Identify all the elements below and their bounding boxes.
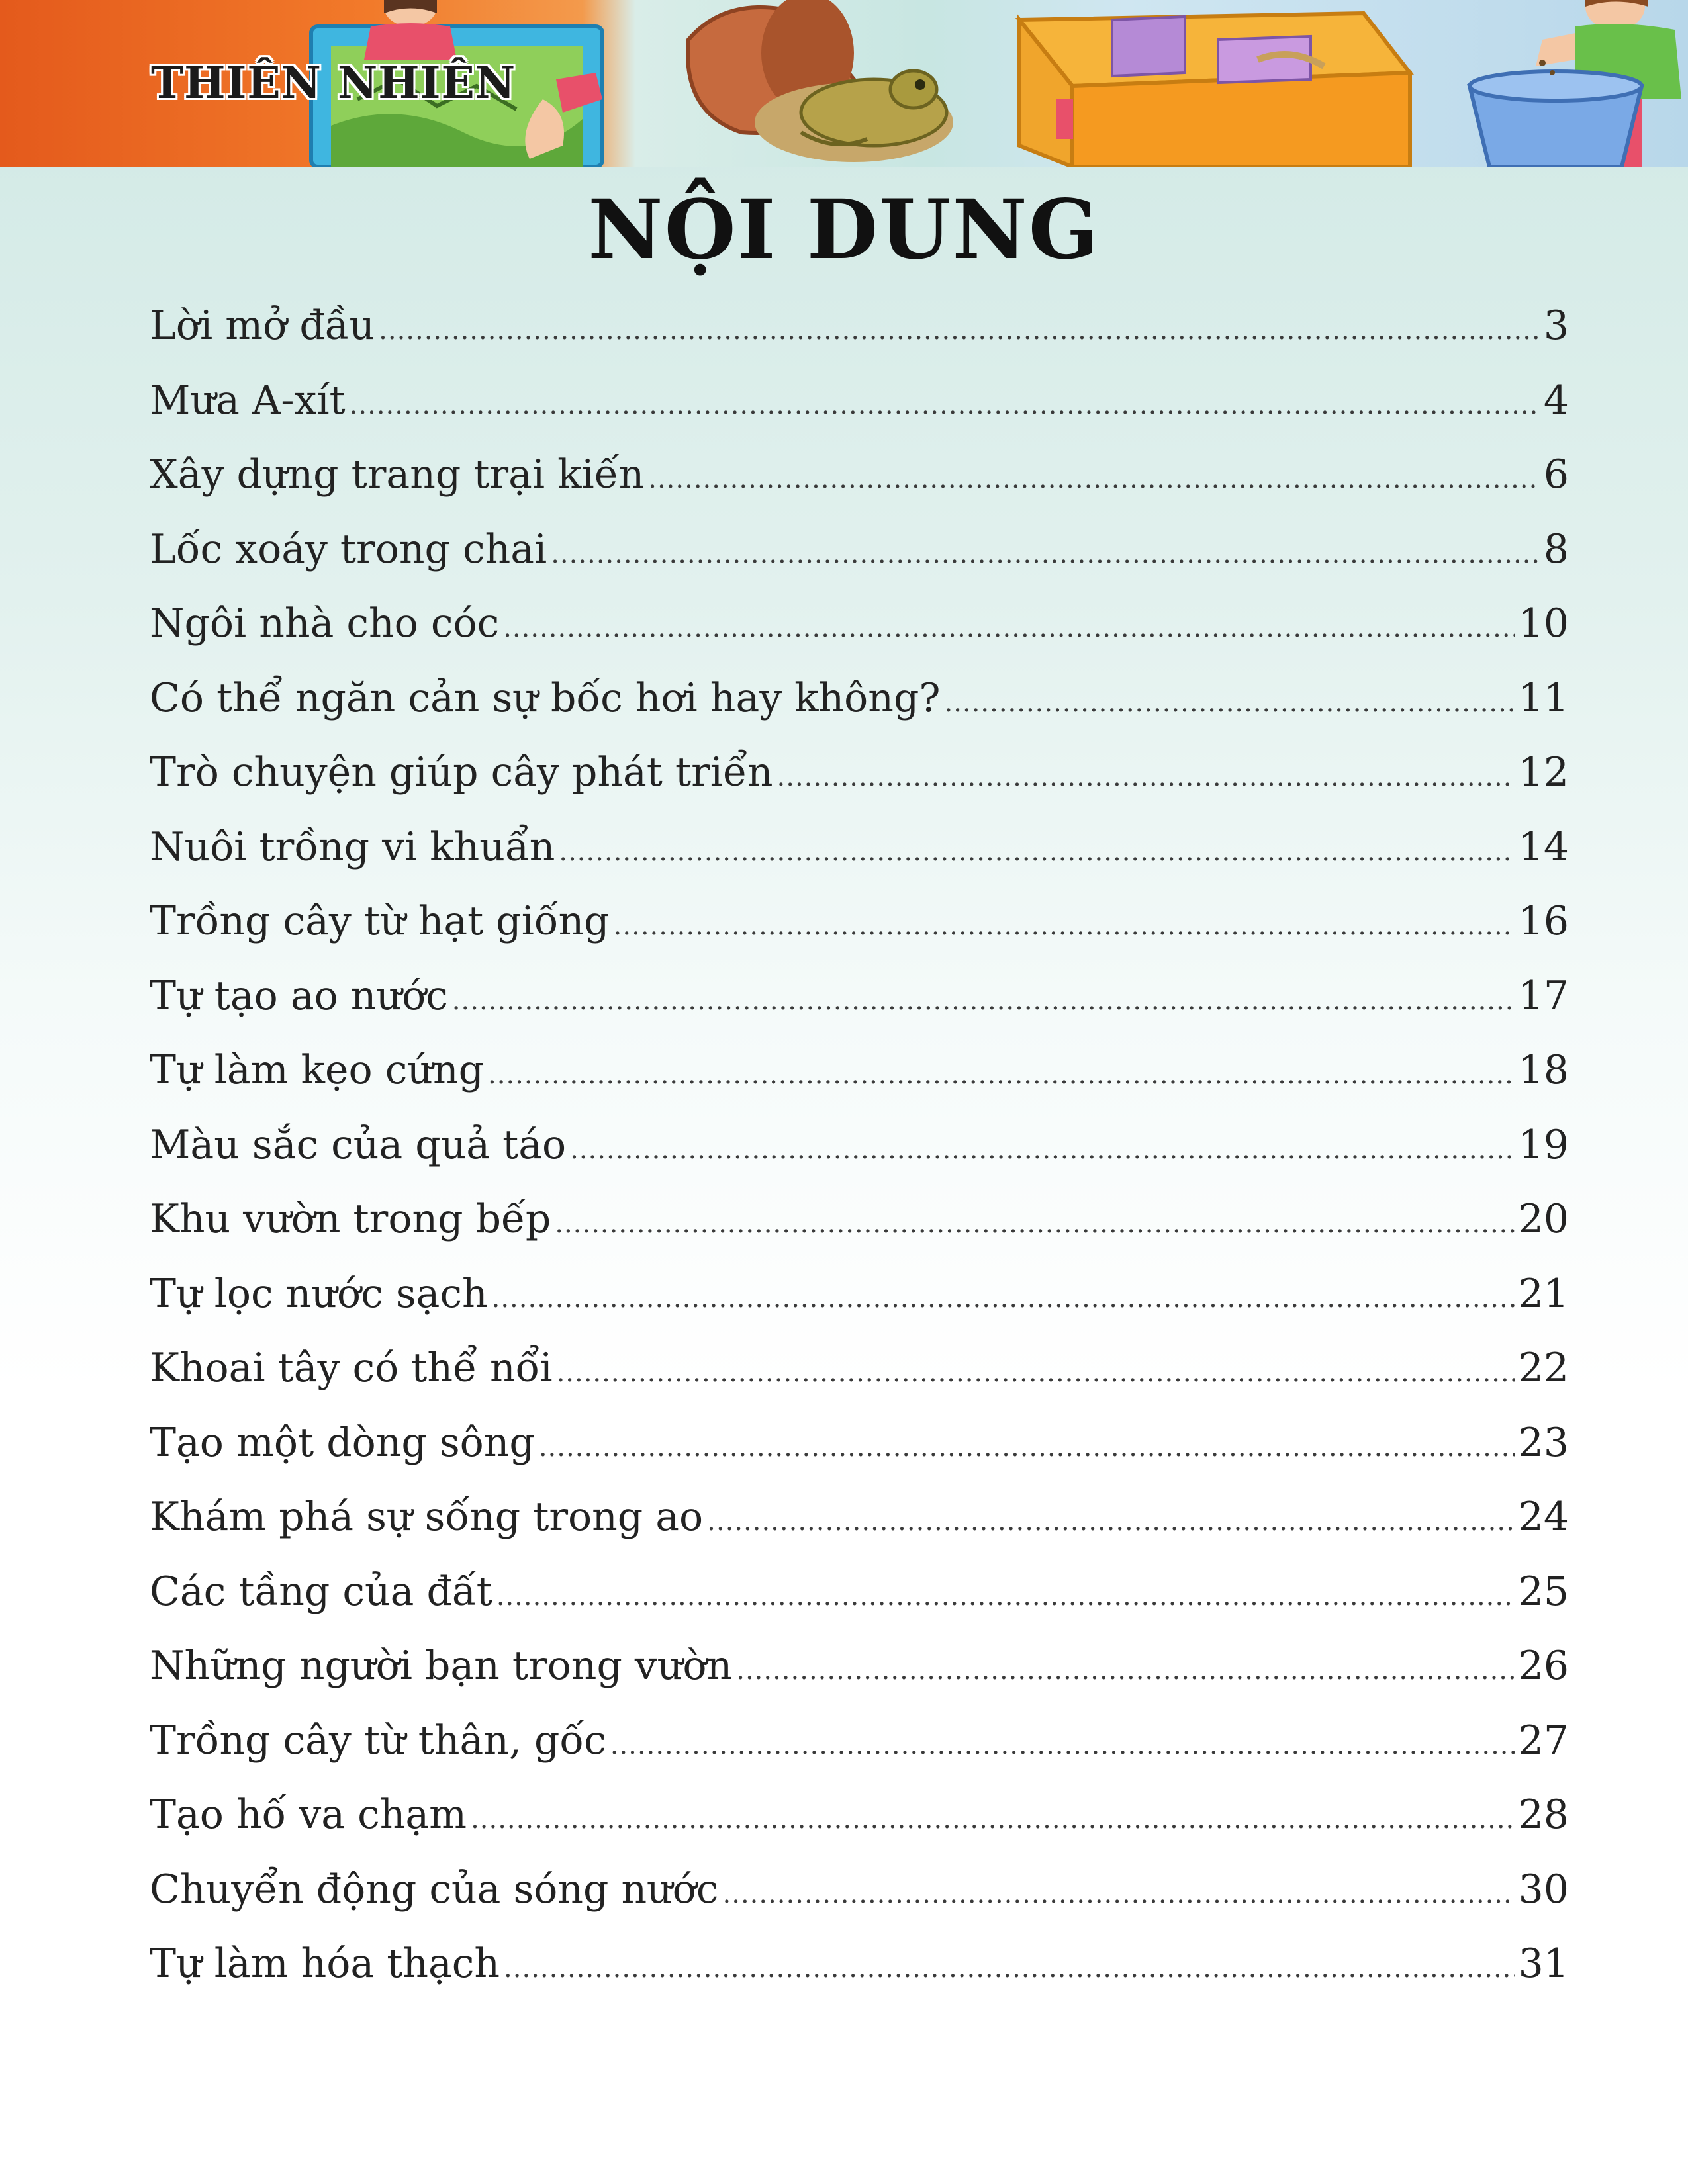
toc-entry-title: Trồng cây từ thân, gốc: [150, 1717, 606, 1764]
toc-entry-title: Khu vườn trong bếp: [150, 1196, 551, 1242]
dot-leader: [614, 889, 1515, 964]
toc-entry-page: 6: [1543, 451, 1569, 498]
dot-leader: [570, 1113, 1514, 1187]
toc-entry-page: 8: [1543, 525, 1569, 572]
toc-entry[interactable]: [150, 1704, 1569, 1778]
toc-entry-page: 19: [1518, 1121, 1569, 1168]
toc-entry[interactable]: [150, 586, 1569, 661]
toc-entry-title: Tự làm kẹo cứng: [150, 1047, 485, 1093]
toc-entry-title: Lốc xoáy trong chai: [150, 525, 547, 572]
toc-entry-title: Có thể ngăn cản sự bốc hơi hay không?: [150, 674, 941, 721]
dot-leader: [503, 591, 1514, 666]
dot-leader: [539, 1410, 1515, 1485]
toc-entry[interactable]: [150, 1108, 1569, 1183]
toc-entry-page: 31: [1518, 1940, 1569, 1987]
dot-leader: [492, 1261, 1515, 1336]
toc-entry-page: 18: [1518, 1047, 1569, 1093]
toc-entry-page: 14: [1518, 823, 1569, 870]
toc-entry-page: 3: [1543, 302, 1569, 349]
dot-leader: [471, 1782, 1515, 1857]
toc-entry-page: 25: [1518, 1568, 1569, 1615]
toc-entry-title: Màu sắc của quả táo: [150, 1121, 567, 1168]
page-title: NỘI DUNG: [588, 182, 1100, 278]
toc-entry-title: Tạo hố va chạm: [150, 1792, 467, 1838]
box-illustration: [1019, 13, 1410, 167]
dot-leader: [488, 1038, 1515, 1113]
toc-entry[interactable]: [150, 363, 1569, 438]
dot-leader: [777, 740, 1515, 815]
dot-leader: [648, 442, 1538, 517]
toc-entry-page: 22: [1518, 1345, 1569, 1391]
boy-with-basin-illustration: [1470, 0, 1681, 167]
toc-entry[interactable]: [150, 1331, 1569, 1406]
toc-entry[interactable]: [150, 1927, 1569, 2001]
toc-entry[interactable]: [150, 884, 1569, 959]
dot-leader: [610, 1708, 1515, 1783]
toc-entry[interactable]: [150, 437, 1569, 512]
toc-entry-page: 11: [1518, 674, 1569, 721]
dot-leader: [559, 815, 1514, 889]
toc-entry[interactable]: [150, 959, 1569, 1034]
toc-entry[interactable]: [150, 1182, 1569, 1257]
toc-entry-title: Khoai tây có thể nổi: [150, 1345, 553, 1391]
toc-entry[interactable]: [150, 735, 1569, 810]
toc-entry-title: Tự tạo ao nước: [150, 972, 448, 1019]
dot-leader: [736, 1633, 1514, 1708]
toc-entry-title: Những người bạn trong vườn: [150, 1643, 733, 1689]
dot-leader: [496, 1559, 1515, 1634]
toc-entry-page: 21: [1518, 1270, 1569, 1317]
toc-entry-page: 17: [1518, 972, 1569, 1019]
toc-entry[interactable]: [150, 1852, 1569, 1927]
dot-leader: [504, 1931, 1515, 2006]
toc-entry-title: Mưa A-xít: [150, 377, 346, 424]
dot-leader: [945, 666, 1515, 741]
dot-leader: [723, 1857, 1515, 1932]
toc-entry[interactable]: [150, 1778, 1569, 1852]
toc-entry[interactable]: [150, 1480, 1569, 1555]
toc-entry-title: Trồng cây từ hạt giống: [150, 898, 610, 944]
toc-entry-title: Chuyển động của sóng nước: [150, 1866, 719, 1913]
toc-entry[interactable]: [150, 1555, 1569, 1629]
toc-entry-title: Khám phá sự sống trong ao: [150, 1494, 704, 1540]
dot-leader: [557, 1336, 1515, 1410]
toc-entry-page: 4: [1543, 377, 1569, 424]
toc-entry-page: 12: [1518, 749, 1569, 796]
header-banner: [0, 0, 1688, 167]
series-title: THIÊN NHIÊN: [151, 57, 516, 109]
toc-entry[interactable]: [150, 810, 1569, 885]
dot-leader: [707, 1484, 1514, 1559]
toc-entry-page: 24: [1518, 1494, 1569, 1540]
dot-leader: [379, 293, 1538, 368]
toc-entry-page: 20: [1518, 1196, 1569, 1242]
toc-entry[interactable]: [150, 1406, 1569, 1480]
dot-leader: [452, 964, 1515, 1038]
toc-entry[interactable]: [150, 512, 1569, 587]
toc-entry-page: 27: [1518, 1717, 1569, 1764]
toc-entry-title: Tự làm hóa thạch: [150, 1940, 500, 1987]
toc-entry-page: 28: [1518, 1792, 1569, 1838]
dot-leader: [555, 1187, 1514, 1261]
toc-entry-title: Lời mở đầu: [150, 302, 375, 349]
dot-leader: [551, 517, 1538, 592]
toc-entry-title: Tạo một dòng sông: [150, 1419, 535, 1466]
toad-flowerpot-illustration: [688, 0, 953, 162]
toc-entry-page: 30: [1518, 1866, 1569, 1913]
toc-entry[interactable]: [150, 1257, 1569, 1332]
toc-entry-title: Trò chuyện giúp cây phát triển: [150, 749, 773, 796]
toc-entry-page: 16: [1518, 898, 1569, 944]
toc-entry-page: 10: [1518, 600, 1569, 647]
toc-entry-title: Xây dựng trang trại kiến: [150, 451, 645, 498]
table-of-contents: [150, 289, 1569, 2001]
toc-entry-title: Các tầng của đất: [150, 1568, 492, 1615]
toc-entry[interactable]: [150, 1629, 1569, 1704]
toc-entry-title: Ngôi nhà cho cóc: [150, 600, 500, 647]
toc-entry[interactable]: [150, 661, 1569, 736]
toc-entry-page: 23: [1518, 1419, 1569, 1466]
toc-entry[interactable]: [150, 1033, 1569, 1108]
toc-entry-title: Tự lọc nước sạch: [150, 1270, 488, 1317]
toc-entry[interactable]: [150, 289, 1569, 363]
toc-entry-page: 26: [1518, 1643, 1569, 1689]
dot-leader: [350, 368, 1538, 443]
toc-entry-title: Nuôi trồng vi khuẩn: [150, 823, 555, 870]
